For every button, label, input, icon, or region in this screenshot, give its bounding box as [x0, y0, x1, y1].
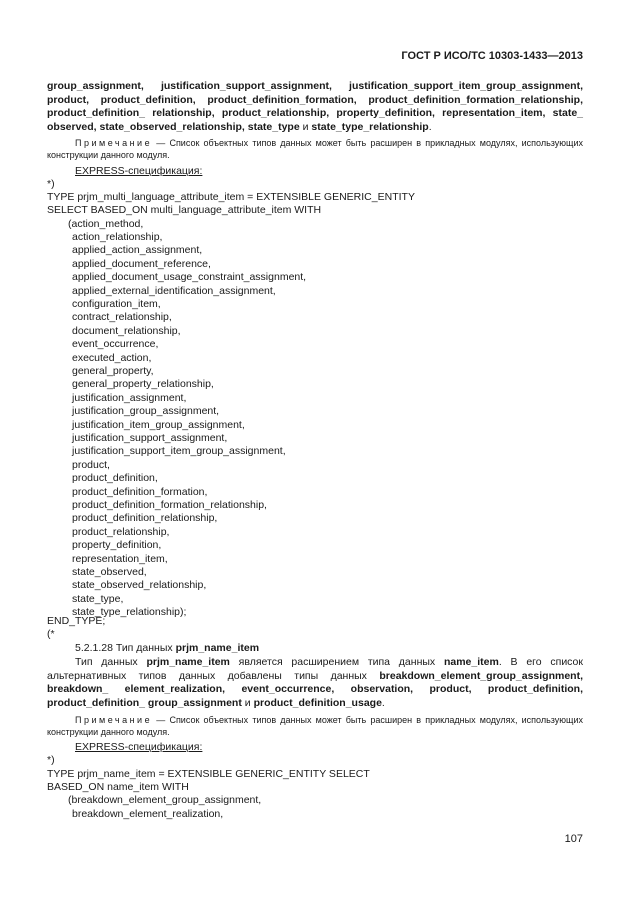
express-select-item: applied_document_usage_constraint_assignment,: [72, 271, 307, 284]
intro-paragraph: [47, 80, 583, 134]
express-first-item-1: (action_method,: [68, 218, 144, 230]
section-bold-3: breakdown_element_group_assignment, breakdown_ element_realization, event_occurrence, observation, product, product_definition, product_definition_ group_assignment: [47, 669, 583, 709]
express-select-item: applied_document_reference,: [72, 257, 211, 270]
express-select-item: applied_external_identification_assignment,: [72, 284, 276, 297]
express-select-item: state_type_relationship);: [72, 606, 187, 619]
section-text-1: Тип данных: [75, 656, 147, 668]
express-select-item: representation_item,: [72, 552, 168, 565]
section-paragraph: [47, 656, 583, 710]
note-2: [47, 714, 583, 738]
section-text-4: и: [241, 696, 254, 709]
note-2-text: — Список объектных типов данных может быть расширен в прикладных модулях, использующих конструкции данного модуля.: [47, 715, 583, 737]
express-select-item: contract_relationship,: [72, 311, 172, 324]
express-select-item: justification_group_assignment,: [72, 405, 220, 418]
note-2-label: Примечание: [75, 715, 153, 725]
section-text-3: . В его список альтернативных типов данных добавлены типы данных: [47, 656, 583, 682]
express-select-item: applied_action_assignment,: [72, 244, 203, 257]
express-item-2: breakdown_element_realization,: [72, 808, 224, 820]
express-select-item: product_relationship,: [72, 525, 170, 538]
express-select-item: general_property_relationship,: [72, 378, 214, 391]
express-select-item: product_definition_formation,: [72, 485, 208, 498]
express-open-2: *): [47, 754, 55, 766]
intro-bold-list: group_assignment, justification_support_assignment, justification_support_item_group_assignment, product, product_definition, product_definition_formation, product_definition_formation_relationship, product_definition_ relationship, product_relationship, property_definition, representation_item, state_ observed, state_observed_relationship, state_type: [47, 80, 583, 133]
express-select-item: document_relationship,: [72, 324, 181, 337]
section-type-name: prjm_name_item: [175, 642, 260, 654]
express-select-item: event_occurrence,: [72, 338, 159, 351]
express-select-item: product_definition_relationship,: [72, 512, 218, 525]
express-type-line-2: TYPE prjm_name_item = EXTENSIBLE GENERIC_ENTITY SELECT: [47, 768, 370, 780]
document-header: ГОСТ Р ИСО/ТС 10303-1433—2013: [401, 50, 583, 62]
page-number: 107: [564, 833, 583, 845]
note-1: [47, 137, 583, 161]
express-select-item: state_observed_relationship,: [72, 579, 207, 592]
express-based-line-2: BASED_ON name_item WITH: [47, 781, 189, 793]
express-type-line-1: TYPE prjm_multi_language_attribute_item = EXTENSIBLE GENERIC_ENTITY: [47, 191, 415, 203]
section-bold-1: prjm_name_item: [146, 656, 230, 668]
section-number: 5.2.1.28 Тип данных: [75, 642, 176, 654]
express-select-item: justification_item_group_assignment,: [72, 418, 245, 431]
express-end-type-1: END_TYPE;: [47, 615, 106, 627]
express-select-item: product_definition,: [72, 472, 158, 485]
express-select-item: state_type,: [72, 592, 124, 605]
express-select-item: executed_action,: [72, 351, 152, 364]
section-heading: [75, 642, 259, 656]
express-first-item-2: (breakdown_element_group_assignment,: [68, 794, 262, 806]
section-text-5: .: [381, 696, 385, 709]
express-select-item: justification_assignment,: [72, 391, 187, 404]
note-1-label: Примечание: [75, 138, 153, 148]
express-select-item: justification_support_assignment,: [72, 432, 228, 444]
note-1-text: — Список объектных типов данных может быть расширен в прикладных модулях, использующих конструкции данного модуля.: [47, 138, 583, 160]
express-select-item: product_definition_formation_relationship,: [72, 499, 267, 511]
express-select-item: property_definition,: [72, 539, 162, 552]
section-bold-2: name_item: [443, 656, 499, 668]
express-select-item: state_observed,: [72, 566, 147, 578]
intro-end: .: [428, 120, 432, 133]
section-bold-4: product_definition_usage: [253, 696, 382, 709]
express-label-1: EXPRESS-спецификация:: [75, 165, 203, 177]
express-select-item: justification_support_item_group_assignment,: [72, 445, 286, 458]
express-select-item: general_property,: [72, 365, 154, 377]
section-text-2: является расширением типа данных: [229, 656, 444, 668]
express-open-1: *): [47, 178, 55, 190]
express-select-item: action_relationship,: [72, 231, 163, 243]
express-select-item: configuration_item,: [72, 298, 161, 310]
intro-and: и: [299, 120, 312, 133]
express-label-2: EXPRESS-спецификация:: [75, 741, 203, 753]
express-select-line-1: SELECT BASED_ON multi_language_attribute_item WITH: [47, 204, 322, 216]
express-close-1: (*: [47, 628, 55, 640]
intro-bold-last: state_type_relationship: [311, 120, 429, 133]
express-select-item: product,: [72, 458, 110, 471]
